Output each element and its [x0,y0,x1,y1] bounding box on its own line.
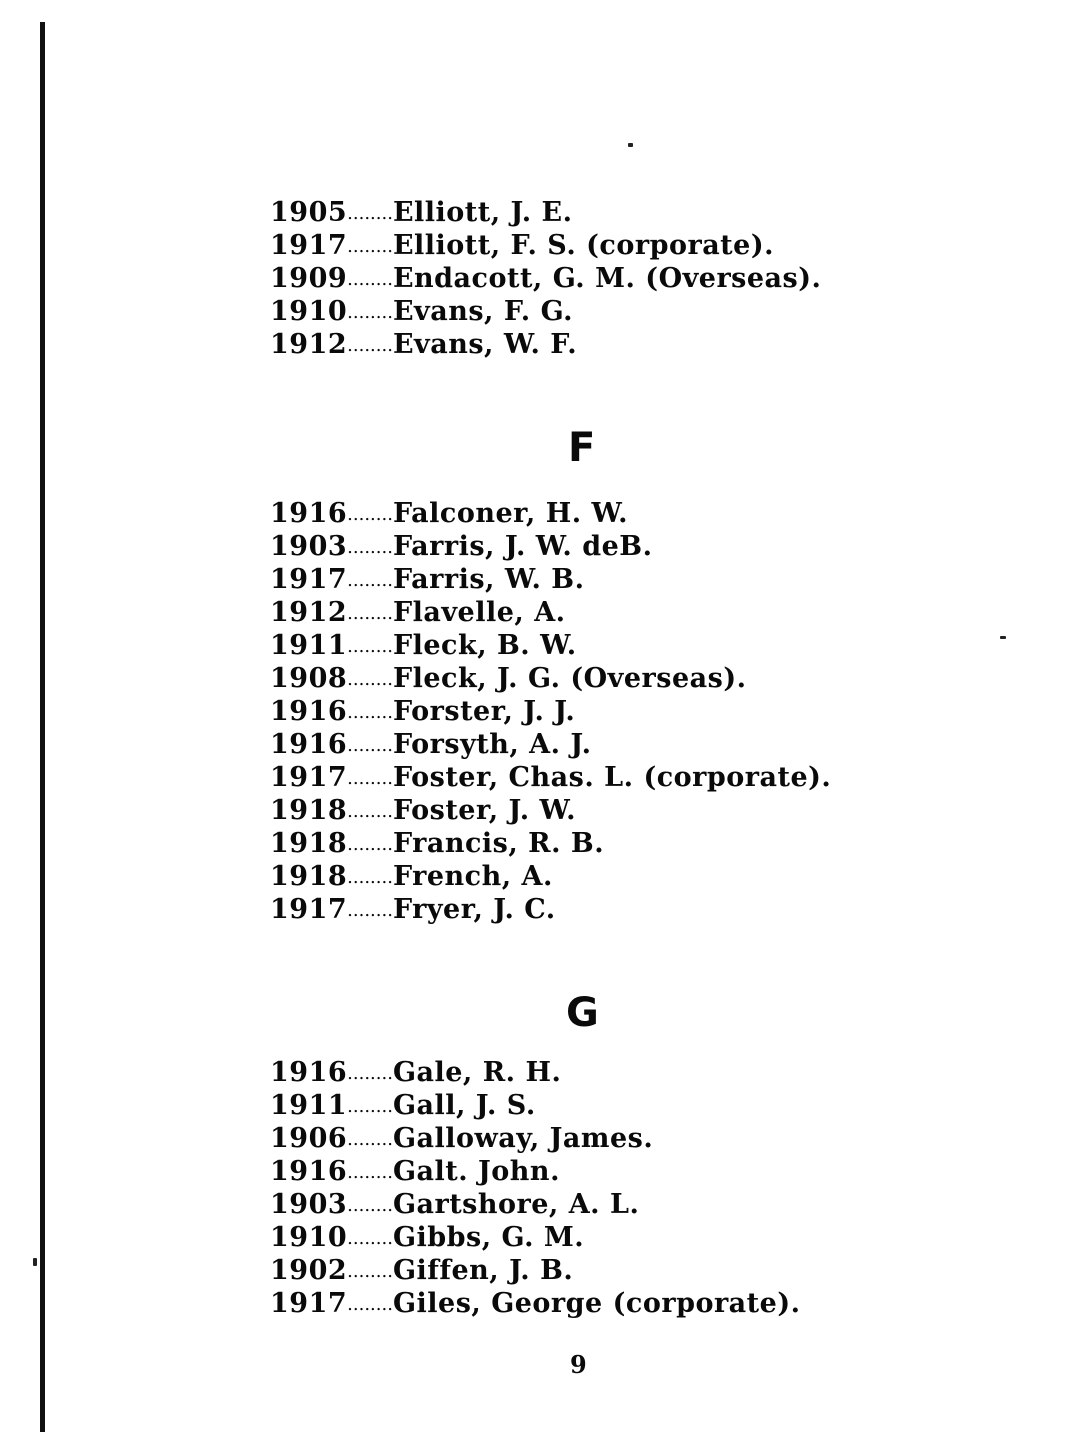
list-item [270,1287,801,1320]
list-item [270,563,831,596]
dot-leader: ........ [347,335,393,356]
section-heading-g: G [566,990,599,1036]
list-item [270,1221,801,1254]
entry-year: 1917 [270,762,348,793]
list-item [270,295,821,328]
entry-name: Francis, R. B. [392,828,605,859]
entry-name: Giles, George (corporate). [392,1288,801,1319]
dot-leader: ........ [347,269,393,290]
entry-name: Evans, W. F. [392,329,578,360]
dot-leader: ........ [347,537,393,558]
entry-year: 1917 [270,894,348,925]
entry-name: Foster, Chas. L. (corporate). [392,762,832,793]
dot-leader: ........ [347,900,393,921]
list-item [270,761,831,794]
ink-speck [33,1258,37,1266]
entry-name: Elliott, J. E. [392,197,573,228]
entry-name: Giffen, J. B. [392,1255,574,1286]
entry-name: Falconer, H. W. [392,498,629,529]
dot-leader: ........ [347,203,393,224]
entry-year: 1909 [270,263,348,294]
entry-name: Forsyth, A. J. [392,729,592,760]
entry-name: Evans, F. G. [392,296,574,327]
list-item [270,1155,801,1188]
entry-name: French, A. [392,861,553,892]
list-item [270,728,831,761]
dot-leader: ........ [347,1162,393,1183]
entry-name: Gartshore, A. L. [392,1189,640,1220]
entry-year: 1903 [270,1189,348,1220]
list-item [270,596,831,629]
entry-year: 1918 [270,861,348,892]
dot-leader: ........ [347,669,393,690]
dot-leader: ........ [347,302,393,323]
entry-name: Foster, J. W. [392,795,577,826]
ink-speck [628,143,633,147]
dot-leader: ........ [347,1294,393,1315]
dot-leader: ........ [347,236,393,257]
list-item [270,328,821,361]
entry-year: 1916 [270,1057,348,1088]
entry-year: 1910 [270,1222,348,1253]
dot-leader: ........ [347,570,393,591]
dot-leader: ........ [347,1129,393,1150]
dot-leader: ........ [347,1228,393,1249]
dot-leader: ........ [347,1096,393,1117]
entry-year: 1905 [270,197,348,228]
dot-leader: ........ [347,801,393,822]
entry-year: 1916 [270,498,348,529]
entry-year: 1917 [270,1288,348,1319]
entry-year: 1912 [270,597,348,628]
section-g-entries [270,1056,801,1320]
list-item [270,860,831,893]
entry-name: Fleck, B. W. [392,630,577,661]
list-item [270,662,831,695]
entry-name: Fleck, J. G. (Overseas). [392,663,747,694]
entry-name: Flavelle, A. [392,597,566,628]
dot-leader: ........ [347,636,393,657]
entry-name: Farris, W. B. [392,564,585,595]
entry-year: 1918 [270,828,348,859]
dot-leader: ........ [347,1261,393,1282]
list-item [270,629,831,662]
list-item [270,794,831,827]
dot-leader: ........ [347,735,393,756]
entry-year: 1910 [270,296,348,327]
entry-name: Gall, J. S. [392,1090,536,1121]
dot-leader: ........ [347,702,393,723]
entry-name: Endacott, G. M. (Overseas). [392,263,822,294]
entry-year: 1917 [270,564,348,595]
entry-name: Gale, R. H. [392,1057,562,1088]
entry-year: 1906 [270,1123,348,1154]
entry-year: 1918 [270,795,348,826]
entry-name: Fryer, J. C. [392,894,556,925]
list-item [270,1254,801,1287]
dot-leader: ........ [347,1195,393,1216]
list-item [270,1056,801,1089]
entry-name: Galt. John. [392,1156,560,1187]
entry-name: Forster, J. J. [392,696,576,727]
entry-year: 1902 [270,1255,348,1286]
entry-year: 1911 [270,1090,348,1121]
section-f-entries [270,497,831,926]
list-item [270,893,831,926]
list-item [270,497,831,530]
list-item [270,695,831,728]
entry-name: Elliott, F. S. (corporate). [392,230,775,261]
entry-name: Galloway, James. [392,1123,654,1154]
entry-year: 1912 [270,329,348,360]
dot-leader: ........ [347,603,393,624]
page-number: 9 [570,1350,587,1379]
section-heading-f: F [568,425,596,471]
list-item [270,262,821,295]
list-item [270,530,831,563]
entry-name: Farris, J. W. deB. [392,531,653,562]
list-item [270,229,821,262]
list-item [270,1089,801,1122]
list-item [270,827,831,860]
list-item [270,1188,801,1221]
entry-year: 1916 [270,1156,348,1187]
margin-rule [40,22,45,1432]
entry-name: Gibbs, G. M. [392,1222,585,1253]
dot-leader: ........ [347,1063,393,1084]
ink-speck [1000,636,1006,639]
dot-leader: ........ [347,504,393,525]
entry-year: 1917 [270,230,348,261]
entry-year: 1911 [270,630,348,661]
entry-year: 1916 [270,696,348,727]
section-e-entries [270,196,821,361]
dot-leader: ........ [347,867,393,888]
dot-leader: ........ [347,834,393,855]
entry-year: 1916 [270,729,348,760]
entry-year: 1903 [270,531,348,562]
list-item [270,196,821,229]
list-item [270,1122,801,1155]
entry-year: 1908 [270,663,348,694]
dot-leader: ........ [347,768,393,789]
